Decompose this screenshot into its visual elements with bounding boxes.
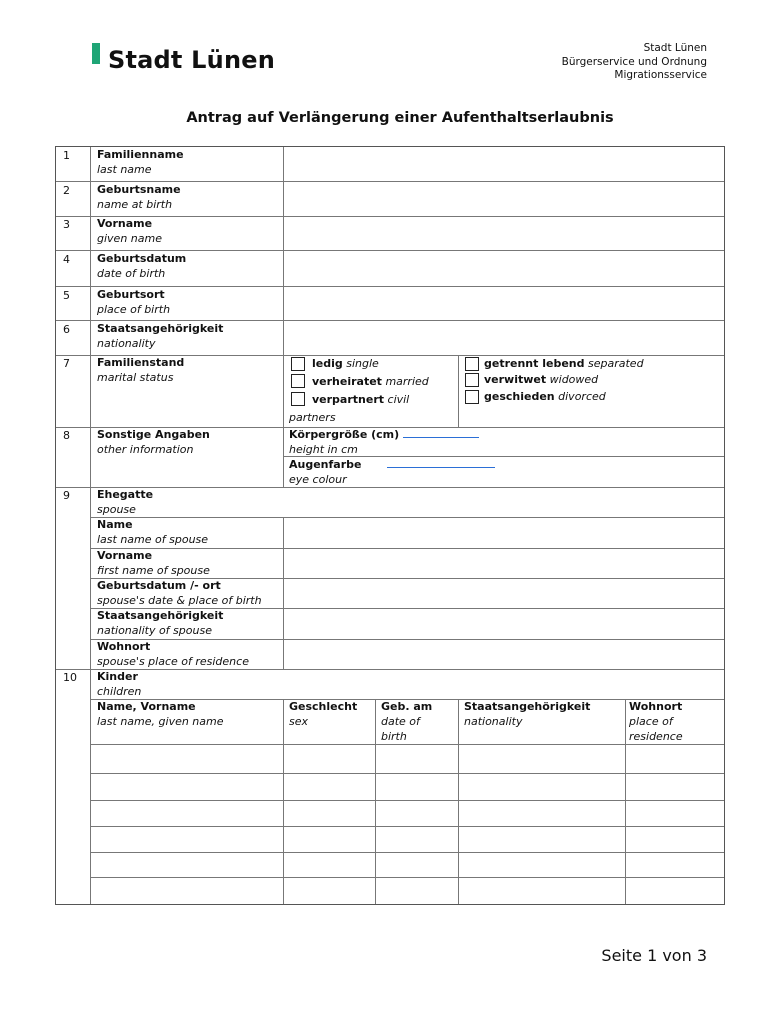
field-label: Vorname: [97, 217, 153, 230]
row-number: 5: [63, 289, 70, 302]
height-input-line[interactable]: [403, 427, 479, 438]
field-label: Familienstand: [97, 356, 185, 369]
spouse-residence-field[interactable]: [284, 640, 723, 669]
row-number: 7: [63, 357, 70, 370]
field-label-en: date of birth: [97, 267, 166, 280]
checkbox-divorced[interactable]: [465, 390, 479, 404]
logo-mark: [92, 43, 100, 64]
field-label-en: other information: [97, 443, 194, 456]
row-number: 4: [63, 253, 70, 266]
last-name-field[interactable]: [284, 148, 723, 181]
column-header-en: nationality: [464, 715, 523, 728]
place-of-birth-field[interactable]: [284, 287, 723, 320]
column-header: Name, Vorname: [97, 700, 196, 713]
field-label-en: spouse's place of residence: [97, 655, 249, 668]
form-title: Antrag auf Verlängerung einer Aufenthaltserlaubnis: [186, 110, 614, 126]
column-header: Geschlecht: [289, 700, 358, 713]
spouse-birth-field[interactable]: [284, 579, 723, 608]
field-label: Geburtsdatum: [97, 252, 187, 265]
eye-colour-label-en: eye colour: [289, 473, 347, 486]
given-name-field[interactable]: [284, 217, 723, 250]
field-label: Familienname: [97, 148, 184, 161]
row-number: 9: [63, 489, 70, 502]
row-number: 6: [63, 323, 70, 336]
field-label: Name: [97, 518, 133, 531]
nationality-field[interactable]: [284, 321, 723, 355]
column-header: Staatsangehörigkeit: [464, 700, 591, 713]
child-row[interactable]: [91, 801, 723, 826]
organization-address: [562, 42, 707, 83]
checkbox-separated[interactable]: [465, 357, 479, 371]
name-at-birth-field[interactable]: [284, 182, 723, 216]
height-label-en: height in cm: [289, 443, 358, 456]
checkbox-widowed[interactable]: [465, 373, 479, 387]
child-row[interactable]: [91, 878, 723, 903]
field-label-en: marital status: [97, 371, 174, 384]
option-civil-partners: verpartnert civil: [312, 393, 410, 406]
row-number: 8: [63, 429, 70, 442]
org-line: Bürgerservice und Ordnung: [561, 55, 707, 68]
child-row[interactable]: [91, 853, 723, 877]
spouse-last-name-field[interactable]: [284, 518, 723, 548]
child-row[interactable]: [91, 745, 723, 773]
option-civil-partners-cont: partners: [289, 411, 336, 424]
field-label-en: first name of spouse: [97, 564, 210, 577]
eye-colour-label: Augenfarbe: [289, 457, 495, 472]
row-number: 3: [63, 218, 70, 231]
field-label-en: last name of spouse: [97, 533, 209, 546]
field-label: Geburtsdatum /- ort: [97, 579, 221, 592]
height-label: Körpergröße (cm): [289, 427, 479, 442]
page-number: Seite 1 von 3: [601, 946, 707, 965]
org-line: Migrationsservice: [614, 69, 707, 81]
field-label: Vorname: [97, 549, 153, 562]
column-header: Geb. am: [381, 700, 433, 713]
section-label-en: children: [97, 685, 142, 698]
checkbox-married[interactable]: [291, 374, 305, 388]
column-header-en: date of birth: [381, 715, 420, 743]
row-number: 10: [63, 671, 77, 684]
field-label-en: name at birth: [97, 198, 173, 211]
field-label-en: last name: [97, 163, 152, 176]
field-label: Staatsangehörigkeit: [97, 322, 224, 335]
option-single: ledig single: [312, 357, 379, 370]
field-label: Wohnort: [97, 640, 151, 653]
column-header-en: last name, given name: [97, 715, 224, 728]
logo: Stadt Lünen: [108, 46, 275, 74]
field-label-en: given name: [97, 232, 162, 245]
field-label: Staatsangehörigkeit: [97, 609, 224, 622]
field-label: Geburtsname: [97, 183, 181, 196]
row-number: 2: [63, 184, 70, 197]
section-label: Kinder: [97, 670, 138, 683]
option-divorced: geschieden divorced: [484, 390, 606, 403]
section-label: Ehegatte: [97, 488, 154, 501]
org-line: Stadt Lünen: [643, 42, 707, 54]
field-label-en: nationality of spouse: [97, 624, 212, 637]
column-header-en: sex: [289, 715, 309, 728]
option-separated: getrennt lebend separated: [484, 357, 644, 370]
eye-colour-input-line[interactable]: [387, 457, 495, 468]
application-form: [55, 146, 725, 905]
spouse-first-name-field[interactable]: [284, 549, 723, 578]
field-label-en: nationality: [97, 337, 156, 350]
option-married: verheiratet married: [312, 375, 429, 388]
row-number: 1: [63, 149, 70, 162]
child-row[interactable]: [91, 827, 723, 852]
date-of-birth-field[interactable]: [284, 251, 723, 286]
field-label: Sonstige Angaben: [97, 428, 210, 441]
column-header: Wohnort: [629, 700, 683, 713]
checkbox-civil-partners[interactable]: [291, 392, 305, 406]
option-widowed: verwitwet widowed: [484, 373, 599, 386]
section-label-en: spouse: [97, 503, 136, 516]
checkbox-single[interactable]: [291, 357, 305, 371]
spouse-nationality-field[interactable]: [284, 609, 723, 639]
child-row[interactable]: [91, 774, 723, 800]
field-label: Geburtsort: [97, 288, 165, 301]
field-label-en: spouse's date & place of birth: [97, 594, 262, 607]
column-header-en: place of residence: [629, 715, 683, 743]
field-label-en: place of birth: [97, 303, 171, 316]
